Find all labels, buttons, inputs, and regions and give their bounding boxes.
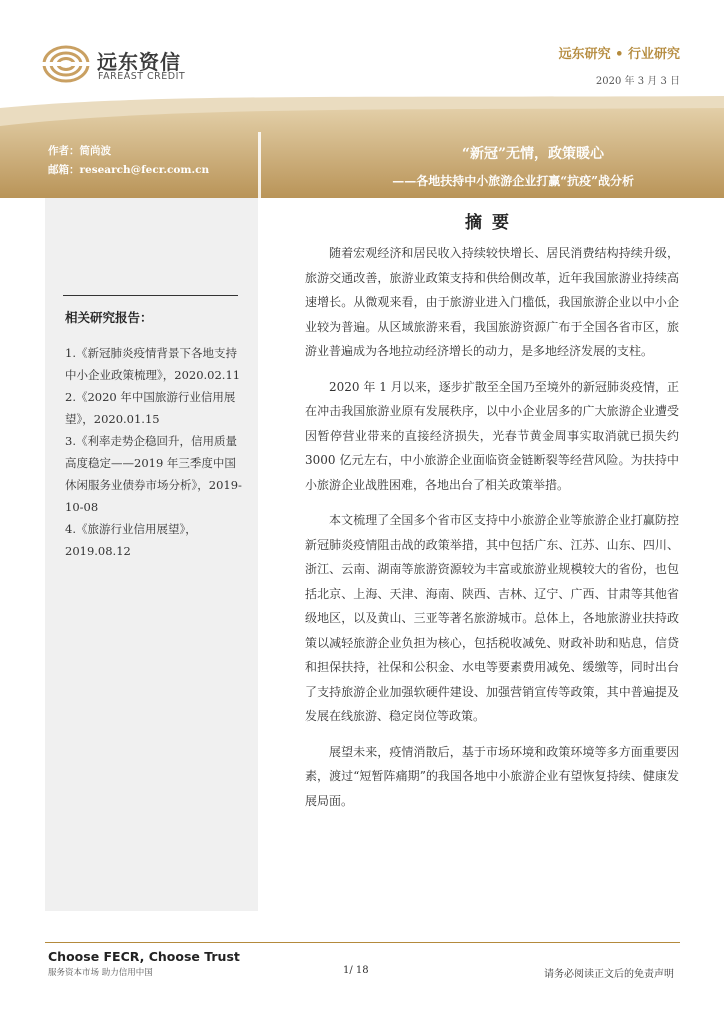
report-date: 2020 年 3 月 3 日 — [595, 76, 680, 87]
report-subtitle: ——各地扶持中小旅游企业打赢“抗疫”战分析 — [392, 174, 634, 188]
page-header — [0, 0, 724, 195]
author: 作者：简尚波 — [48, 145, 111, 157]
footer-divider — [45, 942, 680, 943]
abstract-paragraph: 随着宏观经济和居民收入持续较快增长、居民消费结构持续升级，旅游交通改善，旅游业政策支持和供给侧改革，近年我国旅游业持续高速增长。从微观来看，由于旅游业进入门槛低，我国旅游企业以中小企业较为普遍。从区域旅游来看，我国旅游资源广布于全国各省市区，旅游业普遍成为各地拉动经济增长的动力，是多地经济发展的支柱。 — [305, 246, 679, 358]
related-report-item[interactable]: 4.《旅游行业信用展望》，2019.08.12 — [65, 522, 197, 558]
disclaimer-note: 请务必阅读正文后的免责声明 — [544, 969, 674, 980]
related-report-item[interactable]: 3.《利率走势企稳回升，信用质量高度稳定——2019 年三季度中国休闲服务业债券市场分析》，2019-10-08 — [65, 434, 242, 514]
report-series: 远东研究 • 行业研究 — [558, 47, 680, 62]
related-report-item[interactable]: 1.《新冠肺炎疫情背景下各地支持中小企业政策梳理》，2020.02.11 — [65, 346, 241, 382]
author-email: 邮箱：research@fecr.com.cn — [48, 164, 210, 176]
brand-name-cn: 远东资信 — [97, 50, 181, 74]
abstract-paragraph: 2020 年 1 月以来，逐步扩散至全国乃至境外的新冠肺炎疫情，正在冲击我国旅游业原有发展秩序，以中小企业居多的广大旅游企业遭受因暂停营业带来的直接经济损失，光春节黄金周事实取消就已损失约 3000 亿元左右，中小旅游企业面临资金链断裂等经营风险。为扶持中小旅游企业战胜困难，各地出台了相关政策举措。 — [305, 379, 679, 492]
sidebar-divider — [63, 295, 238, 296]
abstract-paragraph: 本文梳理了全国多个省市区支持中小旅游企业等旅游企业打赢防控新冠肺炎疫情阻击战的政策举措，其中包括广东、江苏、山东、四川、浙江、云南、湖南等旅游资源较为丰富或旅游业规模较大的省份，也包括北京、上海、天津、海南、陕西、吉林、辽宁、广西、甘肃等其他省级地区，以及黄山、三亚等著名旅游城市。总体上，各地旅游业扶持政策以减轻旅游企业负担为核心，包括税收减免、财政补助和贴息，信贷和担保扶持，社保和公积金、水电等要素费用减免、缓缴等，同时出台了支持旅游企业加强软硬件建设、加强营销宣传等政策，其中普遍提及发展在线旅游、稳定岗位等政策。 — [305, 513, 679, 723]
footer-motto: 服务资本市场 助力信用中国 — [48, 968, 153, 978]
footer-slogan: Choose FECR, Choose Trust — [48, 949, 240, 964]
related-report-item[interactable]: 2.《2020 年中国旅游行业信用展望》，2020.01.15 — [65, 390, 236, 426]
related-reports-heading: 相关研究报告： — [65, 310, 153, 325]
abstract-section — [305, 208, 679, 824]
brand-name-en: FAREAST CREDIT — [98, 71, 186, 82]
abstract-paragraph: 展望未来，疫情消散后，基于市场环境和政策环境等多方面重要因素，渡过“短暂阵痛期”的我国各地中小旅游企业有望恢复持续、健康发展局面。 — [305, 744, 679, 808]
sidebar — [45, 198, 258, 911]
related-reports-list — [65, 342, 245, 562]
report-title: “新冠”无情，政策暖心 — [461, 146, 604, 162]
abstract-title: 摘要 — [465, 213, 519, 233]
fareast-credit-logo-icon — [42, 44, 90, 84]
page-number: 1/ 18 — [343, 965, 369, 976]
